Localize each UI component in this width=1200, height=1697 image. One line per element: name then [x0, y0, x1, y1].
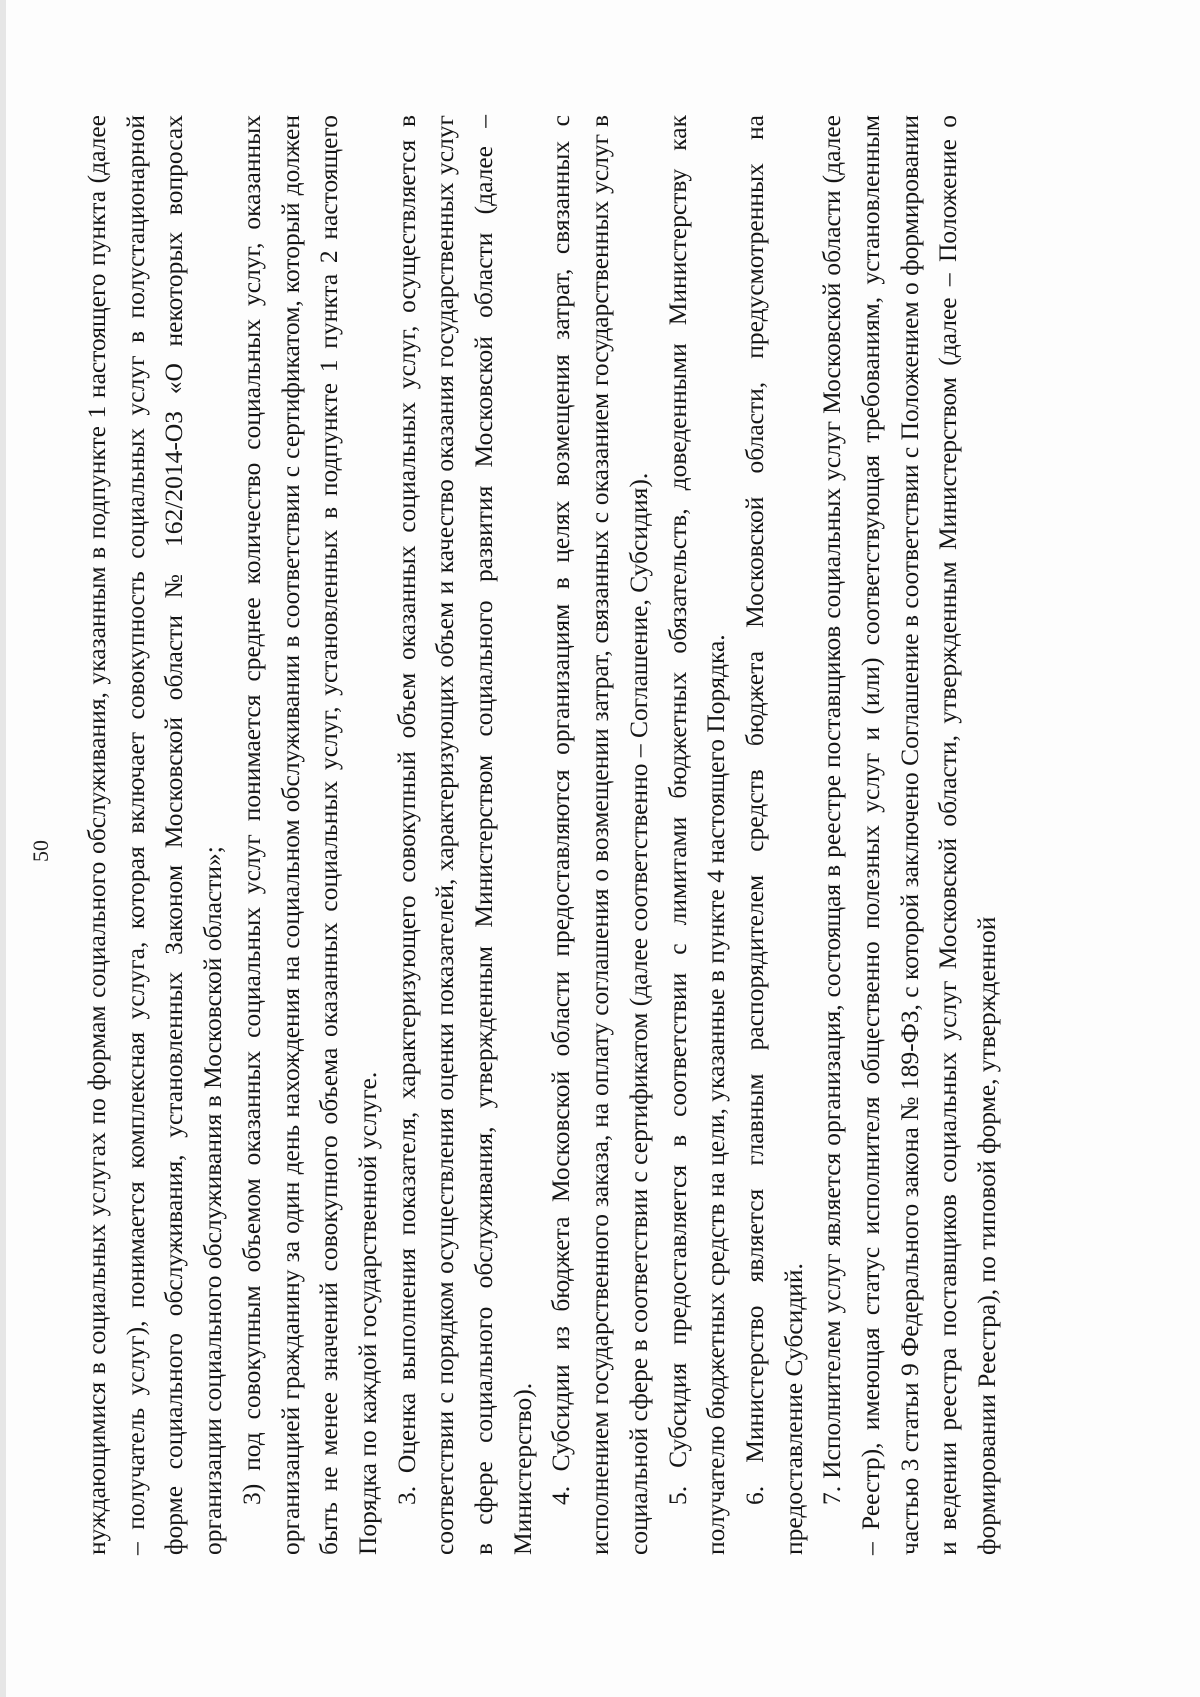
paragraph-continuation: нуждающимися в социальных услугах по формам социального обслуживания, указанным в подпункте 1 настоящего пункта (далее – получатель услуг), понимается комплексная услуга, которая включает совокупность социальных услуг в полустационарной форме социального обслуживания, установленных Законом Московской области № 162/2014-ОЗ «О некоторых вопросах организации социального обслуживания в Московской области»;: [82, 115, 228, 1555]
document-body: [78, 115, 1007, 1555]
paragraph-4-subsidies: 4. Субсидии из бюджета Московской области предоставляются организациям в целях возмещения затрат, связанных с исполнением государственного заказа, на оплату соглашения о возмещении затрат, связанных с оказанием государственных услуг в социальной сфере в соответствии с сертификатом (далее соответственно – Соглашение, Субсидия).: [546, 115, 653, 1555]
paragraph-item-3-definition: 3) под совокупным объемом оказанных социальных услуг понимается среднее количество социальных услуг, оказанных организацией гражданину за один день нахождения на социальном обслуживании в соответствии с сертификатом, который должен быть не менее значений совокупного объема оказанных социальных услуг, установленных в подпункте 1 пункта 2 настоящего Порядка по каждой государственной услуге.: [236, 115, 382, 1555]
paragraph-6-ministry: 6. Министерство является главным распорядителем средств бюджета Московской области, предусмотренных на предоставление Субсидий.: [739, 115, 808, 1555]
paragraph-5-subsidy-limits: 5. Субсидия предоставляется в соответствии с лимитами бюджетных обязательств, доведенными Министерству как получателю бюджетных средств на цели, указанные в пункте 4 настоящего Порядка.: [662, 115, 731, 1555]
paragraph-3-assessment: 3. Оценка выполнения показателя, характеризующего совокупный объем оказанных социальных услуг, осуществляется в соответствии с порядком осуществления оценки показателей, характеризующих объем и качество оказания государственных услуг в сфере социального обслуживания, утвержденным Министерством социального развития Московской области (далее – Министерство).: [391, 115, 537, 1555]
rotated-page-content: [0, 35, 1160, 1625]
page-number: 50: [28, 840, 53, 862]
paragraph-7-executor: 7. Исполнителем услуг является организация, состоящая в реестре поставщиков социальных услуг Московской области (далее – Реестр), имеющая статус исполнителя общественно полезных услуг и (или) соответствующая требованиям, установленным частью 3 статьи 9 Федерального закона № 189-ФЗ, с которой заключено Соглашение в соответствии с Положением о формировании и ведении реестра поставщиков социальных услуг Московской области, утвержденным Министерством (далее – Положение о формировании Реестра), по типовой форме, утвержденной: [817, 115, 1002, 1555]
